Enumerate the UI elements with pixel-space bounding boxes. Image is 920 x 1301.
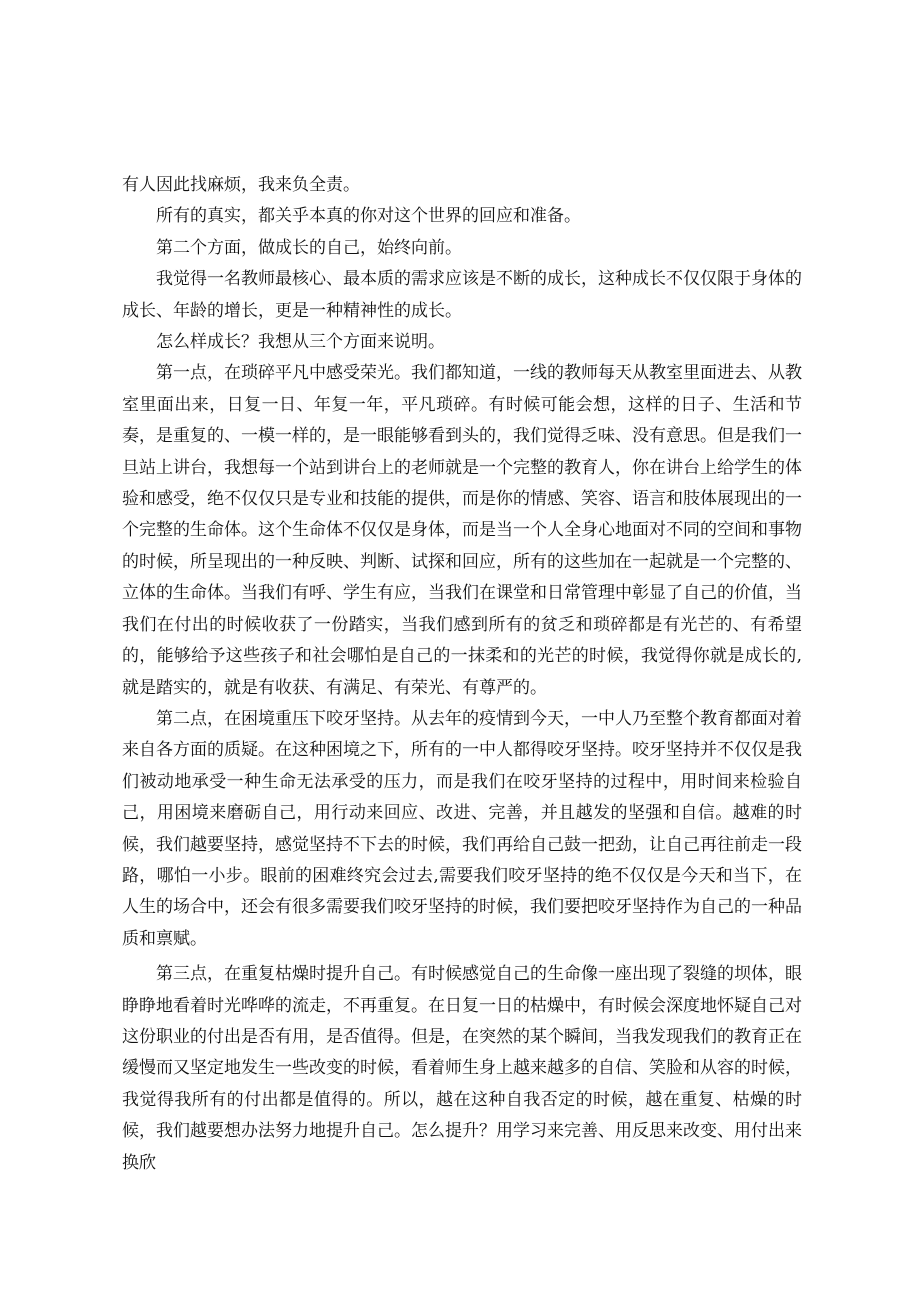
- document-body: [122, 170, 802, 1179]
- paragraph-point-three: 第三点，在重复枯燥时提升自己。有时候感觉自己的生命像一座出现了裂缝的坝体，眼睁睁地看着时光哗哗的流走，不再重复。在日复一日的枯燥中，有时候会深度地怀疑自己对这份职业的付出是否有用，是否值得。但是，在突然的某个瞬间，当我发现我们的教育正在缓慢而又坚定地发生一些改变的时候，看着师生身上越来越多的自信、笑脸和从容的时候，我觉得我所有的付出都是值得的。所以，越在这种自我否定的时候，越在重复、枯燥的时候，我们越要想办法努力地提升自己。怎么提升？用学习来完善、用反思来改变、用付出来换欣: [122, 964, 802, 1173]
- paragraph-continuation: 有人因此找麻烦，我来负全责。: [122, 175, 360, 195]
- paragraph: 所有的真实，都关乎本真的你对这个世界的回应和准备。: [156, 206, 581, 227]
- paragraph-point-one: 第一点，在琐碎平凡中感受荣光。我们都知道，一线的教师每天从教室里面进去、从教室里面出来，日复一日、年复一年，平凡琐碎。有时候可能会想，这样的日子、生活和节奏，是重复的、一模一样的，是一眼能够看到头的，我们觉得乏味、没有意思。但是我们一旦站上讲台，我想每一个站到讲台上的老师就是一个完整的教育人，你在讲台上给学生的体验和感受，绝不仅仅只是专业和技能的提供，而是你的情感、笑容、语言和肢体展现出的一个完整的生命体。这个生命体不仅仅是身体，而是当一个人全身心地面对不同的空间和事物的时候，所呈现出的一种反映、判断、试探和回应，所有的这些加在一起就是一个完整的、立体的生命体。当我们有呼、学生有应，当我们在课堂和日常管理中彰显了自己的价值，当我们在付出的时候收获了一份踏实，当我们感到所有的贫乏和琐碎都是有光芒的、有希望的，能够给予这些孩子和社会哪怕是自己的一抹柔和的光芒的时候，我觉得你就是成长的,就是踏实的，就是有收获、有满足、有荣光、有尊严的。: [122, 363, 802, 698]
- paragraph: 怎么样成长？我想从三个方面来说明。: [156, 332, 445, 353]
- section-heading: 第二个方面，做成长的自己，始终向前。: [156, 237, 462, 258]
- paragraph: 我觉得一名教师最核心、最本质的需求应该是不断的成长，这种成长不仅仅限于身体的成长、年龄的增长，更是一种精神性的成长。: [122, 269, 802, 321]
- paragraph-point-two: 第二点，在困境重压下咬牙坚持。从去年的疫情到今天，一中人乃至整个教育都面对着来自各方面的质疑。在这种困境之下，所有的一中人都得咬牙坚持。咬牙坚持并不仅仅是我们被动地承受一种生命无法承受的压力，而是我们在咬牙坚持的过程中，用时间来检验自己，用困境来磨砺自己，用行动来回应、改进、完善，并且越发的坚强和自信。越难的时候，我们越要坚持，感觉坚持不下去的时候，我们再给自己鼓一把劲，让自己再往前走一段路，哪怕一小步。眼前的困难终究会过去,需要我们咬牙坚持的绝不仅仅是今天和当下，在人生的场合中，还会有很多需要我们咬牙坚持的时候，我们要把咬牙坚持作为自己的一种品质和禀赋。: [122, 708, 802, 949]
